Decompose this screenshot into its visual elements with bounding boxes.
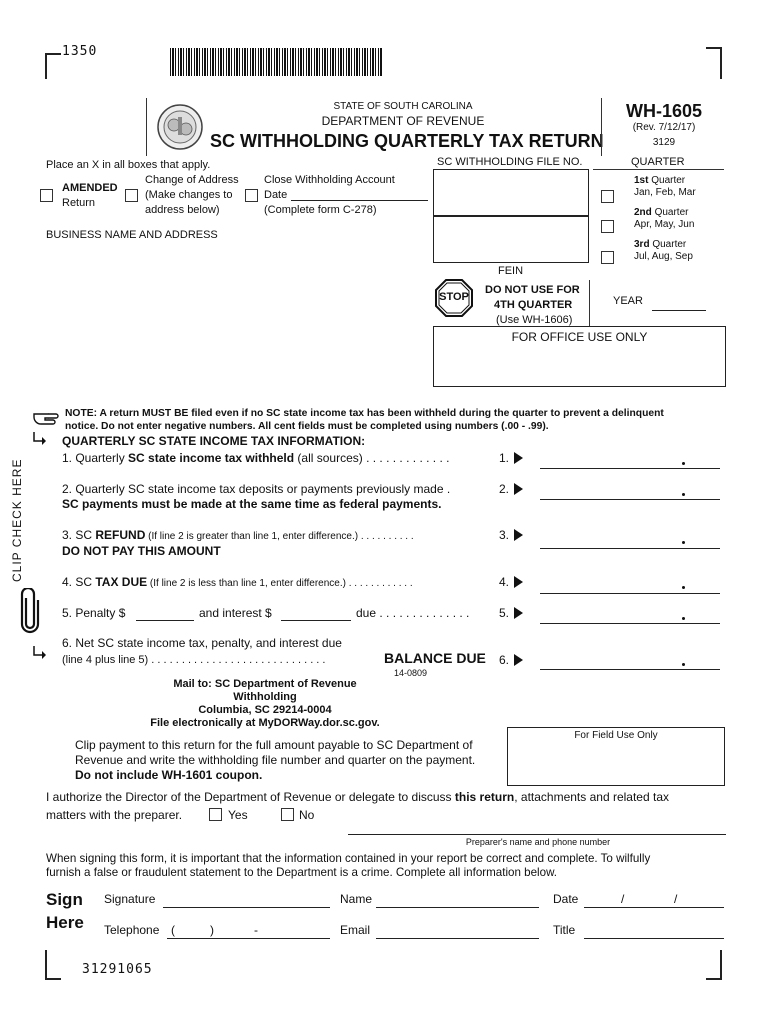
telephone-label: Telephone bbox=[104, 923, 160, 937]
close-account-line3: (Complete form C-278) bbox=[264, 204, 377, 216]
close-account-line1: Close Withholding Account bbox=[264, 174, 395, 186]
date-slash-1: / bbox=[621, 892, 625, 906]
title-label: Title bbox=[553, 923, 576, 937]
email-label: Email bbox=[340, 923, 371, 937]
date-label: Date bbox=[553, 892, 579, 906]
line-2-arrow-icon bbox=[514, 483, 523, 495]
line-5-interest-label: and interest $ bbox=[199, 606, 272, 620]
clip-check-here: CLIP CHECK HERE bbox=[10, 458, 24, 582]
telephone-field[interactable] bbox=[167, 938, 330, 939]
quarter-2-checkbox[interactable] bbox=[601, 220, 614, 233]
clip-arrow-bottom-icon bbox=[32, 645, 48, 666]
stop-line3: (Use WH-1606) bbox=[496, 314, 573, 326]
line-1-decimal bbox=[682, 462, 685, 465]
form-code-bottom: 31291065 bbox=[82, 962, 153, 977]
quarter-panel-divider bbox=[593, 169, 724, 170]
line-6-text: 6. Net SC state income tax, penalty, and interest due bbox=[62, 636, 342, 650]
mail-line2: Withholding bbox=[233, 691, 297, 703]
line-3-decimal bbox=[682, 541, 685, 544]
year-field[interactable] bbox=[652, 310, 706, 311]
authorize-line2: matters with the preparer. bbox=[46, 808, 183, 822]
department-name: DEPARTMENT OF REVENUE bbox=[321, 114, 485, 128]
quarter-2-label: 2nd Quarter Apr, May, Jun bbox=[634, 207, 695, 230]
corner-mark-top-left bbox=[45, 53, 61, 79]
telephone-paren-open: ( bbox=[171, 923, 175, 937]
signature-label: Signature bbox=[104, 892, 156, 906]
section-title: QUARTERLY SC STATE INCOME TAX INFORMATION: bbox=[62, 434, 366, 448]
line-4-arrow-icon bbox=[514, 576, 523, 588]
change-address-line3: address below) bbox=[145, 204, 220, 216]
quarter-1-checkbox[interactable] bbox=[601, 190, 614, 203]
preparer-field[interactable] bbox=[348, 834, 726, 835]
clip-arrow-top-icon bbox=[32, 431, 48, 452]
line-4-number: 4. bbox=[499, 575, 510, 589]
mailing-address bbox=[100, 678, 430, 730]
line-3-arrow-icon bbox=[514, 529, 523, 541]
form-title: SC WITHHOLDING QUARTERLY TAX RETURN bbox=[210, 131, 604, 151]
mail-line3: Columbia, SC 29214-0004 bbox=[198, 704, 332, 716]
line-6-number: 6. bbox=[499, 653, 510, 667]
close-account-date-label: Date bbox=[264, 189, 288, 201]
line-5-penalty-label: 5. Penalty $ bbox=[62, 606, 126, 620]
penalty-field[interactable] bbox=[136, 620, 194, 621]
line-3-number: 3. bbox=[499, 528, 510, 542]
email-field[interactable] bbox=[376, 938, 539, 939]
fein-label: FEIN bbox=[498, 265, 524, 277]
stop-line2: 4TH QUARTER bbox=[494, 299, 573, 311]
close-account-checkbox[interactable] bbox=[245, 189, 258, 202]
warning-line1: When signing this form, it is important that the information contained in your report be correct and complete. To wilfully bbox=[46, 852, 651, 865]
clip-payment-line2: Revenue and write the withholding file number and quarter on the payment. bbox=[75, 753, 476, 767]
amended-label: AMENDED bbox=[62, 182, 118, 194]
line-5-number: 5. bbox=[499, 606, 510, 620]
authorize-yes-label: Yes bbox=[228, 808, 248, 822]
authorize-no-checkbox[interactable] bbox=[281, 808, 294, 821]
clip-payment-line3: Do not include WH-1601 coupon. bbox=[75, 768, 263, 782]
stop-sign-icon bbox=[435, 279, 473, 317]
line-5-amount-field[interactable] bbox=[540, 623, 720, 624]
change-address-line2: (Make changes to bbox=[145, 189, 233, 201]
line-2-note: SC payments must be made at the same time as federal payments. bbox=[62, 497, 442, 511]
warning-line2: furnish a false or fraudulent statement to the Department is a crime. Complete all information below. bbox=[46, 866, 558, 879]
line-6-amount-field[interactable] bbox=[540, 669, 720, 670]
date-field[interactable] bbox=[584, 907, 724, 908]
balance-due-label: BALANCE DUE bbox=[384, 650, 486, 666]
authorize-yes-checkbox[interactable] bbox=[209, 808, 222, 821]
form-code-top: 1350 bbox=[62, 44, 98, 59]
authorize-no-label: No bbox=[299, 808, 315, 822]
form-number: WH-1605 bbox=[625, 101, 703, 121]
checkbox-instruction: Place an X in all boxes that apply. bbox=[46, 159, 211, 171]
file-number-field[interactable] bbox=[433, 169, 589, 216]
line-3-note: DO NOT PAY THIS AMOUNT bbox=[62, 544, 221, 558]
line-3-text: 3. SC REFUND (If line 2 is greater than line 1, enter difference.) . . . . . . . . . . bbox=[62, 528, 414, 542]
form-revision: (Rev. 7/12/17) bbox=[632, 122, 696, 133]
line-4-decimal bbox=[682, 586, 685, 589]
date-slash-2: / bbox=[674, 892, 678, 906]
line-4-text: 4. SC TAX DUE (If line 2 is less than line 1, enter difference.) . . . . . . . . . . . . bbox=[62, 575, 413, 589]
year-label: YEAR bbox=[613, 295, 643, 307]
stop-sign-text: STOP bbox=[439, 291, 469, 303]
quarter-label: QUARTER bbox=[631, 156, 685, 168]
corner-mark-bottom-left bbox=[45, 950, 61, 980]
line-5-arrow-icon bbox=[514, 607, 523, 619]
authorize-text: I authorize the Director of the Department of Revenue or delegate to discuss this return, attachments and related tax bbox=[46, 790, 669, 804]
line-1-number: 1. bbox=[499, 451, 510, 465]
line-2-decimal bbox=[682, 493, 685, 496]
name-field[interactable] bbox=[376, 907, 539, 908]
line-5-due-label: due . . . . . . . . . . . . . . bbox=[356, 606, 470, 620]
line-5-decimal bbox=[682, 617, 685, 620]
preparer-label: Preparer's name and phone number bbox=[465, 837, 611, 847]
corner-mark-top-right bbox=[706, 47, 722, 79]
amended-checkbox[interactable] bbox=[40, 189, 53, 202]
line-1-arrow-icon bbox=[514, 452, 523, 464]
quarter-3-checkbox[interactable] bbox=[601, 251, 614, 264]
change-address-checkbox[interactable] bbox=[125, 189, 138, 202]
close-date-field[interactable] bbox=[291, 200, 428, 201]
line-2-number: 2. bbox=[499, 482, 510, 496]
line-2-amount-field[interactable] bbox=[540, 499, 720, 500]
mail-line4: File electronically at MyDORWay.dor.sc.gov. bbox=[150, 717, 380, 729]
mail-line1: Mail to: SC Department of Revenue bbox=[173, 678, 357, 690]
line-4-amount-field[interactable] bbox=[540, 593, 720, 594]
clip-payment-line1: Clip payment to this return for the full amount payable to SC Department of bbox=[75, 738, 473, 752]
interest-field[interactable] bbox=[281, 620, 351, 621]
amended-sub: Return bbox=[62, 197, 96, 209]
corner-mark-bottom-right bbox=[706, 950, 722, 980]
fein-field[interactable] bbox=[433, 216, 589, 263]
line-1-text: 1. Quarterly SC state income tax withheld (all sources) . . . . . . . . . . . . . bbox=[62, 451, 450, 465]
note-line1: NOTE: A return MUST BE filed even if no SC state income tax has been withheld during the quarter to prevent a delinquent bbox=[65, 408, 664, 419]
telephone-paren-close: ) bbox=[210, 923, 214, 937]
signature-field[interactable] bbox=[163, 907, 330, 908]
state-name: STATE OF SOUTH CAROLINA bbox=[333, 101, 473, 112]
line-1-amount-field[interactable] bbox=[540, 468, 720, 469]
file-number-label: SC WITHHOLDING FILE NO. bbox=[437, 156, 583, 168]
business-address-label: BUSINESS NAME AND ADDRESS bbox=[46, 229, 218, 241]
sign-word: Sign bbox=[46, 890, 83, 909]
line-6-decimal bbox=[682, 663, 685, 666]
form-id: 3129 bbox=[652, 137, 676, 148]
telephone-dash: - bbox=[254, 923, 258, 937]
quarter-1-label: 1st Quarter Jan, Feb, Mar bbox=[634, 175, 696, 198]
header-divider bbox=[601, 98, 602, 156]
form-code-small: 14-0809 bbox=[394, 668, 428, 678]
stop-line1: DO NOT USE FOR bbox=[485, 284, 580, 296]
quarter-3-label: 3rd Quarter Jul, Aug, Sep bbox=[634, 239, 693, 262]
note-line2: notice. Do not enter negative numbers. All cent fields must be completed using numbers (.00 - .99). bbox=[65, 421, 549, 432]
pointing-hand-icon bbox=[32, 408, 60, 431]
office-use-label: FOR OFFICE USE ONLY bbox=[511, 330, 648, 344]
line-6-subtext: (line 4 plus line 5) . . . . . . . . . . . . . . . . . . . . . . . . . . . . . bbox=[62, 654, 326, 666]
line-6-arrow-icon bbox=[514, 654, 523, 666]
stop-box-divider bbox=[589, 280, 590, 326]
paperclip-icon bbox=[20, 588, 40, 639]
barcode bbox=[170, 48, 382, 76]
line-3-amount-field[interactable] bbox=[540, 548, 720, 549]
change-address-line1: Change of Address bbox=[145, 174, 239, 186]
name-label: Name bbox=[340, 892, 373, 906]
field-use-label: For Field Use Only bbox=[574, 730, 658, 741]
line-2-text: 2. Quarterly SC state income tax deposits or payments previously made . bbox=[62, 482, 451, 496]
title-field[interactable] bbox=[584, 938, 724, 939]
here-word: Here bbox=[46, 913, 84, 932]
